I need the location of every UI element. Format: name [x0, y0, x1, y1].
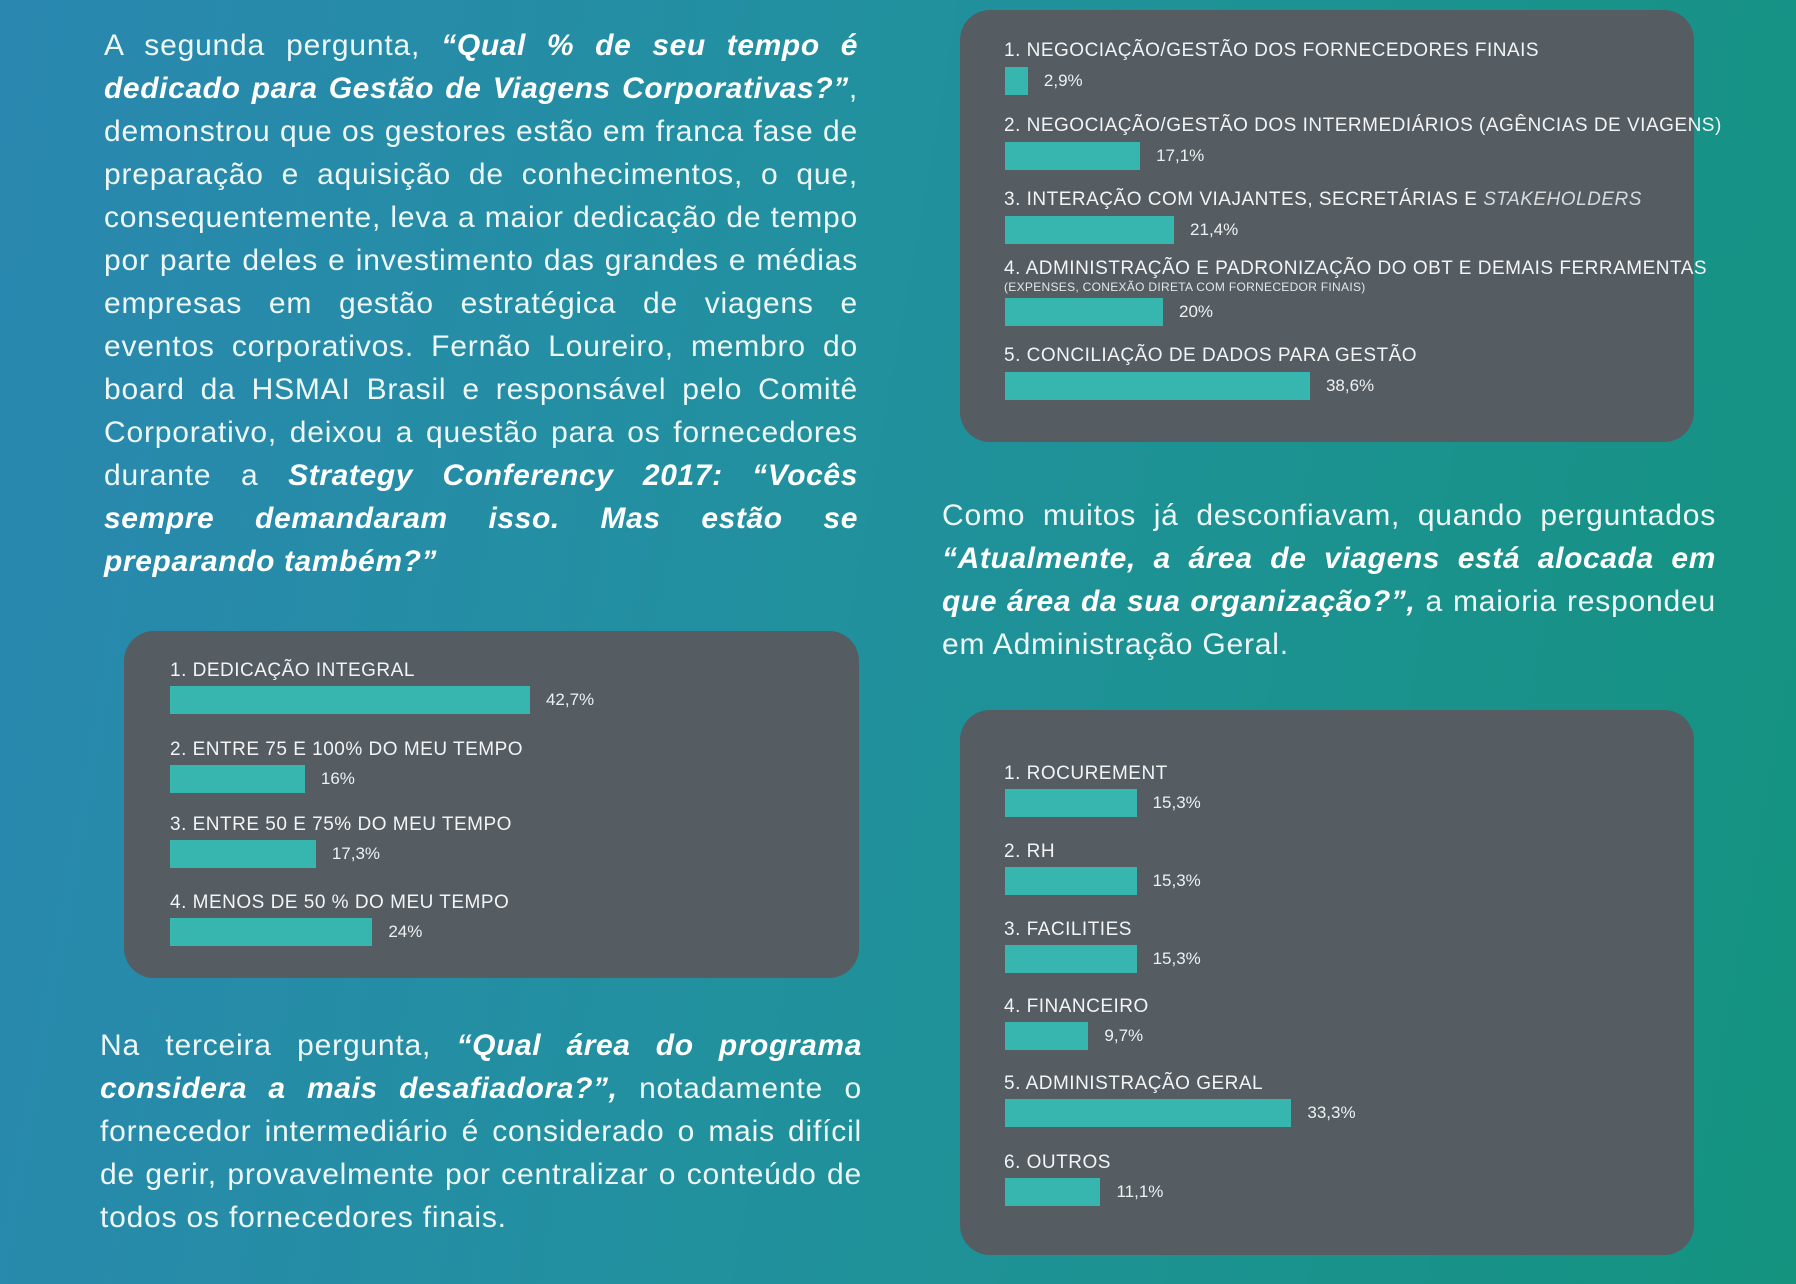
p1-question: “Qual % de seu tempo é dedicado para Gestão de Viagens Corporativas?” — [104, 29, 859, 105]
p3-text-c: a maioria respondeu em Administração Geral. — [942, 585, 1716, 661]
paragraph-q4 — [942, 494, 1716, 666]
bar-label: 4. MENOS DE 50 % DO MEU TEMPO — [170, 892, 510, 913]
bar-value-label: 17,3% — [331, 844, 381, 863]
p1-quote: Strategy Conferency 2017: “Vocês sempre demandaram isso. Mas estão se preparando também?” — [104, 459, 858, 578]
p1-text-a: A segunda pergunta, — [104, 29, 442, 62]
bar-value-label: 11,1% — [1116, 1182, 1164, 1201]
bar-label: 2. NEGOCIAÇÃO/GESTÃO DOS INTERMEDIÁRIOS (AGÊNCIAS DE VIAGENS) — [1004, 115, 1722, 136]
bar-label: 1. DEDICAÇÃO INTEGRAL — [170, 660, 415, 681]
bar-value-label: 9,7% — [1104, 1026, 1144, 1045]
p2-question: “Qual área do programa considera a mais desafiadora?”, — [100, 1029, 862, 1105]
bar-value-label: 21,4% — [1190, 220, 1239, 239]
bar — [1005, 1022, 1088, 1050]
bar-value-label: 15,3% — [1152, 871, 1201, 890]
p2-text-c: notadamente o fornecedor intermediário é considerado o mais difícil de gerir, provavelmente por centralizar o conteúdo de todos os fornecedores finais. — [100, 1072, 862, 1234]
bar — [1005, 216, 1174, 244]
bar — [1005, 142, 1140, 170]
bar-label: 1. NEGOCIAÇÃO/GESTÃO DOS FORNECEDORES FINAIS — [1004, 40, 1540, 61]
bar-label-note: (EXPENSES, CONEXÃO DIRETA COM FORNECEDOR FINAIS) — [1004, 280, 1366, 294]
bar — [1005, 372, 1310, 400]
bar-value-label: 42,7% — [545, 690, 595, 709]
bar — [1005, 1178, 1100, 1206]
bar-value-label: 15,3% — [1152, 793, 1201, 812]
bar-label-italic: STAKEHOLDERS — [1483, 189, 1642, 210]
bar-value-label: 15,3% — [1152, 949, 1201, 968]
bar-label: 2. ENTRE 75 E 100% DO MEU TEMPO — [170, 739, 524, 760]
bar-label: 3. ENTRE 50 E 75% DO MEU TEMPO — [170, 814, 512, 835]
bar-value-label: 17,1% — [1156, 146, 1205, 165]
intro-paragraph-q2 — [104, 24, 858, 583]
bar — [170, 918, 372, 946]
bar-label: 3. FACILITIES — [1004, 919, 1132, 940]
bar — [1005, 67, 1028, 95]
bar-value-label: 20% — [1179, 302, 1214, 321]
bar — [170, 840, 316, 868]
bar — [1005, 298, 1163, 326]
bar — [1005, 867, 1137, 895]
bar-label: 4. FINANCEIRO — [1004, 996, 1149, 1017]
bar-label: 1. ROCUREMENT — [1004, 763, 1168, 784]
bar-value-label: 16% — [320, 769, 355, 788]
p3-question: “Atualmente, a área de viagens está alocada em que área da sua organização?”, — [942, 542, 1716, 618]
p1-text-c: , demonstrou que os gestores estão em franca fase de preparação e aquisição de conhecimentos, o que, consequentemente, leva a maior dedicação de tempo por parte deles e investimento das grandes e médias empresas em gestão estratégica de viagens e eventos corporativos. Fernão Loureiro, membro do board da HSMAI Brasil e responsável pelo Comitê Corporativo, deixou a questão para os fornecedores durante a — [104, 72, 858, 492]
bar — [1005, 789, 1137, 817]
bar-label: 4. ADMINISTRAÇÃO E PADRONIZAÇÃO DO OBT E DEMAIS FERRAMENTAS — [1004, 258, 1708, 279]
bar-value-label: 33,3% — [1307, 1103, 1356, 1122]
bar-label: 6. OUTROS — [1004, 1152, 1111, 1173]
bar-label: 5. ADMINISTRAÇÃO GERAL — [1004, 1073, 1264, 1094]
paragraph-q3 — [100, 1024, 862, 1239]
p2-text-a: Na terceira pergunta, — [100, 1029, 457, 1062]
bar-value-label: 2,9% — [1043, 71, 1083, 90]
p3-text-a: Como muitos já desconfiavam, quando perguntados — [942, 499, 1716, 532]
bar — [1005, 945, 1137, 973]
bar — [170, 765, 305, 793]
bar — [1005, 1099, 1291, 1127]
bar-label: 5. CONCILIAÇÃO DE DADOS PARA GESTÃO — [1004, 345, 1418, 366]
bar-label: 3. INTERAÇÃO COM VIAJANTES, SECRETÁRIAS E STAKEHOLDERS — [1004, 189, 1642, 210]
bar-value-label: 24% — [388, 922, 423, 941]
bar — [170, 686, 530, 714]
bar-label: 2. RH — [1004, 841, 1056, 862]
bar-value-label: 38,6% — [1325, 376, 1375, 395]
